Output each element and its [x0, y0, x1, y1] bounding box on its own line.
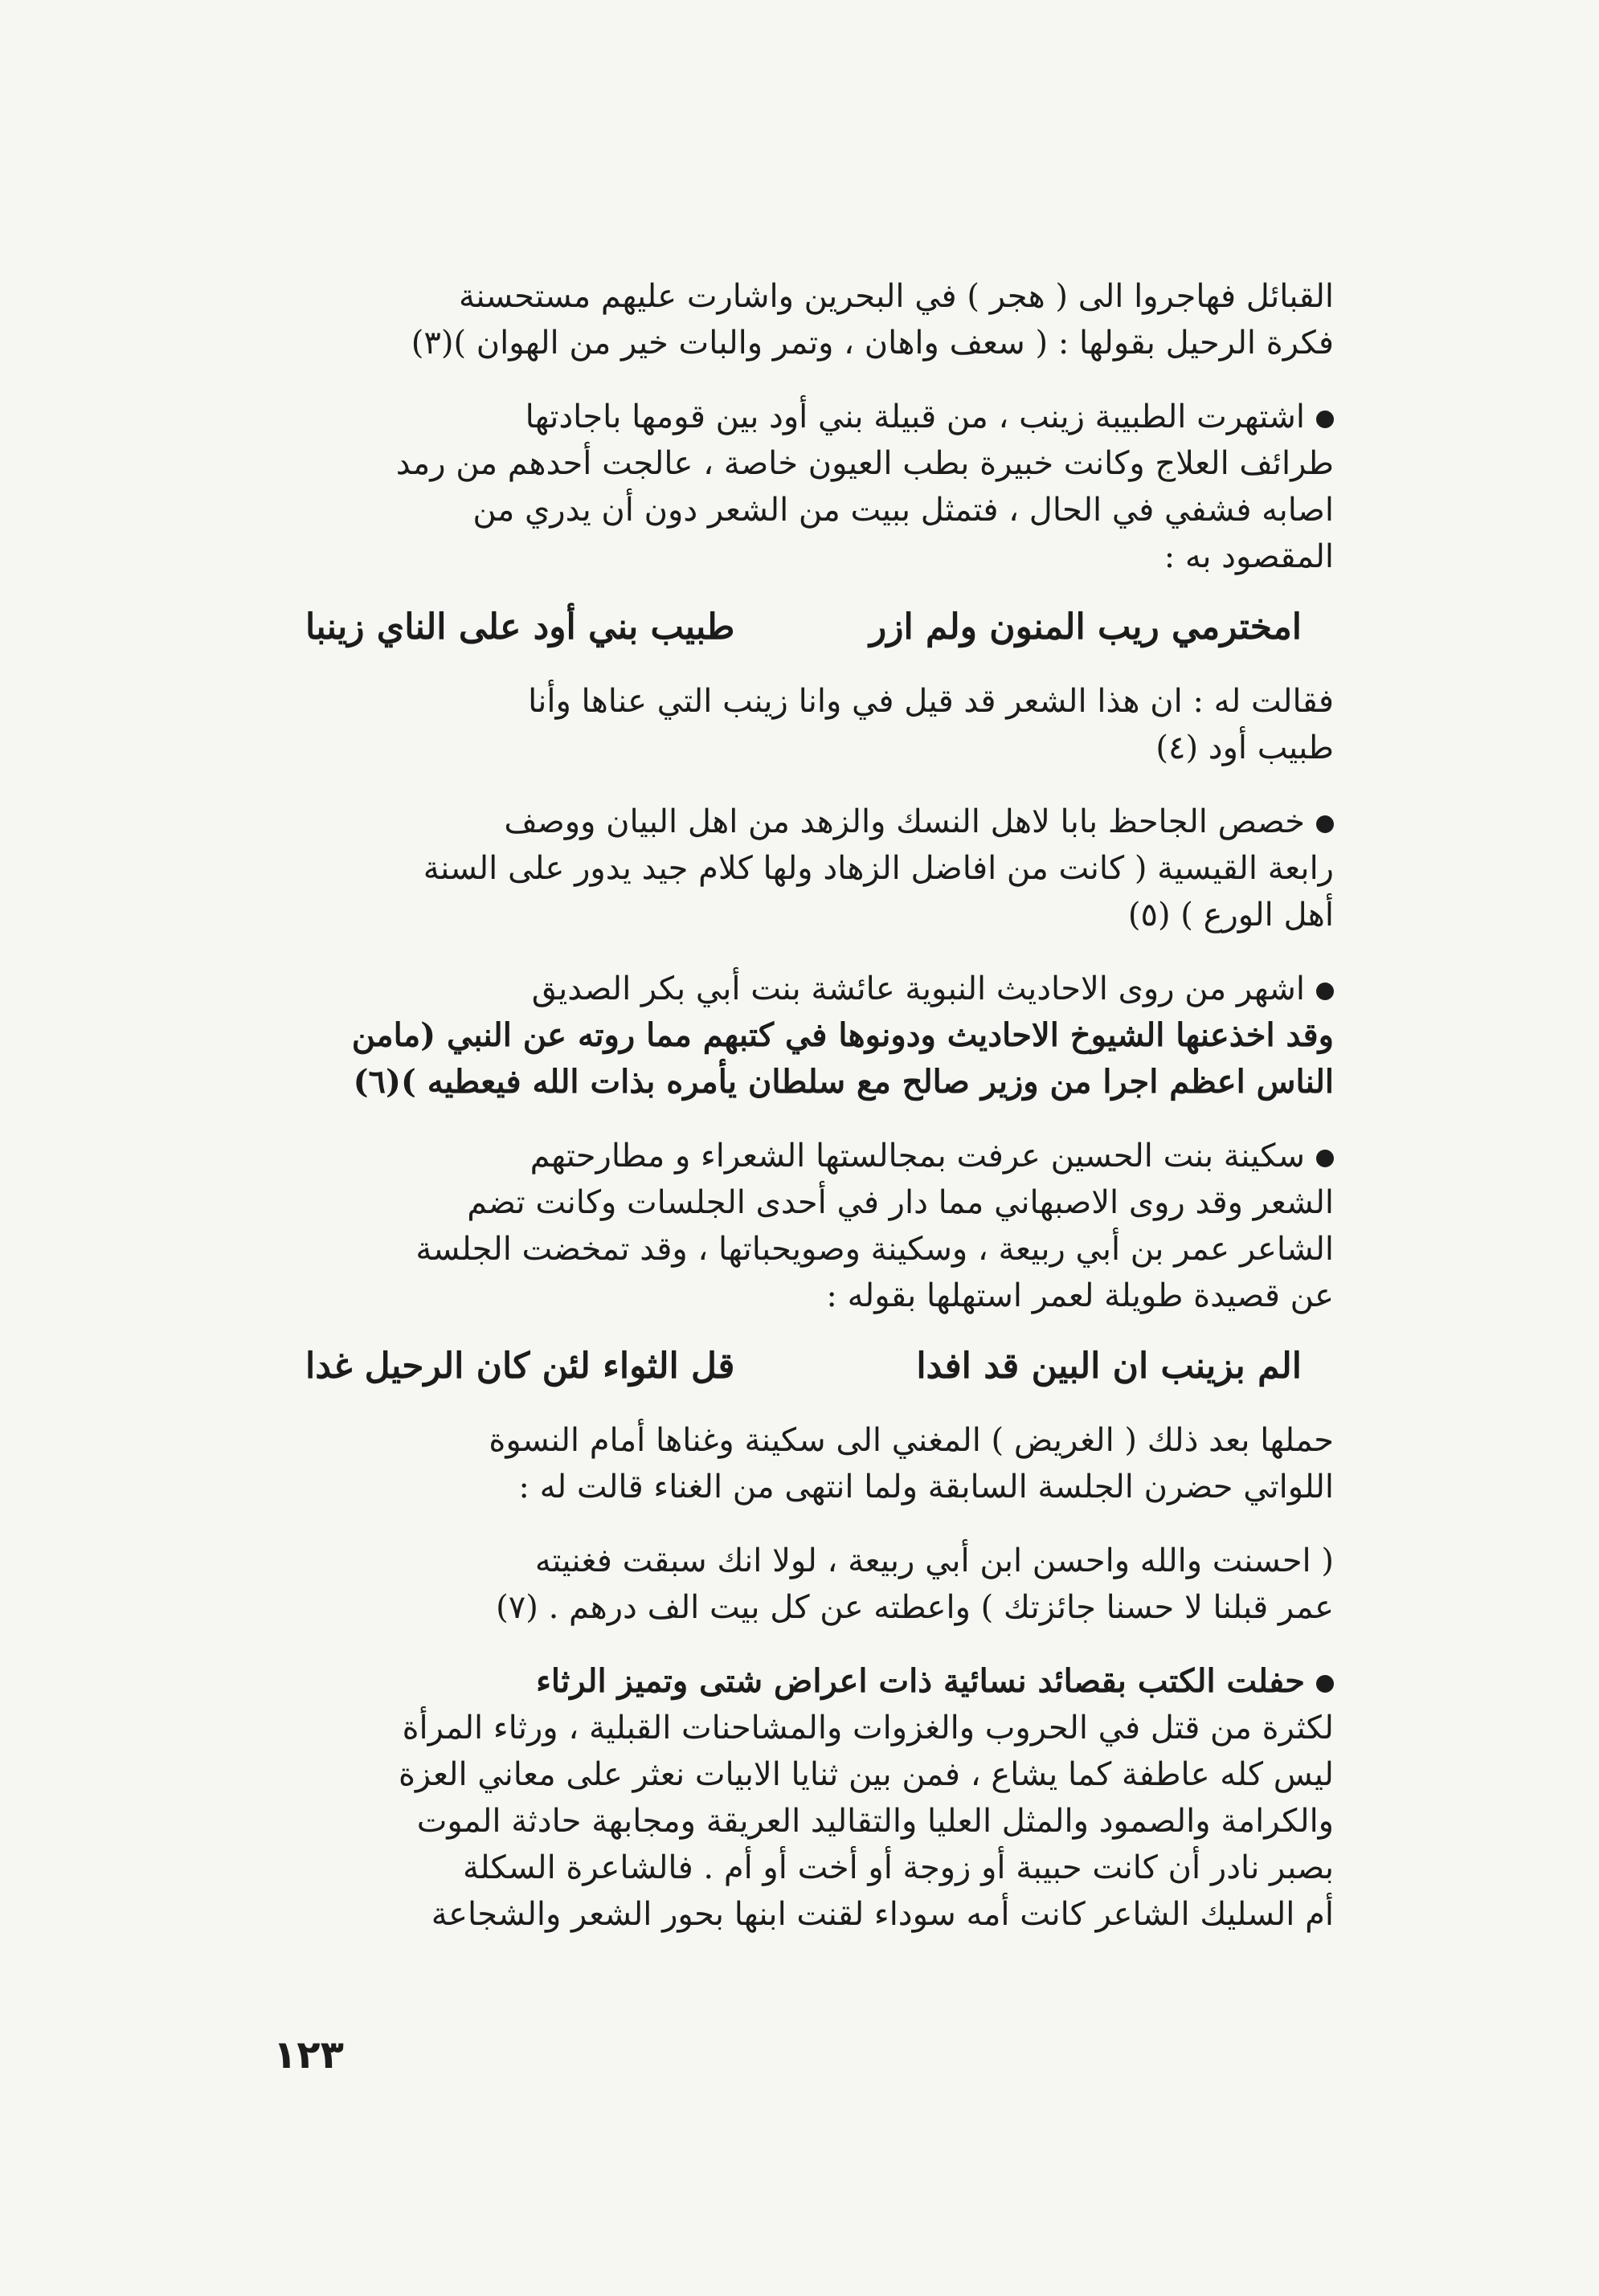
verse-2 — [305, 1342, 1302, 1391]
text-line: فقالت له : ان هذا الشعر قد قيل في وانا زينب التي عناها وأنا — [528, 683, 1334, 720]
paragraph-reply — [273, 678, 1334, 771]
verse-first-hemistich: امخترمي ريب المنون ولم ازر — [869, 607, 1302, 648]
text-line: طبيب أود (٤) — [1155, 729, 1334, 766]
text-line: القبائل فهاجروا الى ( هجر ) في البحرين واشارت عليهم مستحسنة — [458, 278, 1334, 315]
text-line: فكرة الرحيل بقولها : ( سعف واهان ، وتمر والبات خير من الهوان )(٣) — [411, 325, 1334, 362]
text-line: عمر قبلنا لا حسنا جائزتك ) واعطته عن كل بيت الف درهم . (٧) — [496, 1589, 1334, 1626]
text-line: طرائف العلاج وكانت خبيرة بطب العيون خاصة ، عالجت أحدهم من رمد — [395, 445, 1334, 482]
text-line: لكثرة من قتل في الحروب والغزوات والمشاحنات القبلية ، ورثاء المرأة — [402, 1710, 1334, 1747]
page-number: ١٢٣ — [273, 2032, 344, 2077]
text-line: المقصود به : — [1163, 538, 1334, 575]
paragraph-gharid — [273, 1417, 1334, 1510]
text-segment: اشهر من روى الاحاديث النبوية عائشة بنت أبي بكر الصديق — [531, 970, 1305, 1007]
text-line: أم السليك الشاعر كانت أمه سوداء لقنت ابنها بحور الشعر والشجاعة — [431, 1896, 1334, 1933]
text-line: رابعة القيسية ( كانت من افاضل الزهاد ولها كلام جيد يدور على السنة — [423, 850, 1334, 887]
text-line — [273, 966, 1334, 1012]
paragraph-intro — [273, 273, 1334, 366]
paragraph-zaynab — [273, 394, 1334, 580]
text-line: الشعر وقد روى الاصبهاني مما دار في أحدى الجلسات وكانت تضم — [467, 1184, 1334, 1221]
text-line: الشاعر عمر بن أبي ربيعة ، وسكينة وصويحباتها ، وقد تمخضت الجلسة — [415, 1231, 1334, 1268]
text-line: حملها بعد ذلك ( الغريض ) المغني الى سكينة وغناها أمام النسوة — [489, 1422, 1334, 1459]
text-line: أهل الورع ) (٥) — [1127, 897, 1334, 934]
text-line — [273, 394, 1334, 440]
text-line: ليس كله عاطفة كما يشاع ، فمن بين ثنايا الابيات نعثر على معاني العزة — [398, 1756, 1334, 1793]
text-segment: حفلت الكتب بقصائد نسائية ذات اعراض شتى وتميز الرثاء — [536, 1662, 1305, 1700]
verse-first-hemistich: الم بزينب ان البين قد افدا — [916, 1346, 1302, 1387]
paragraph-elegy — [273, 1658, 1334, 1938]
text-line: الناس اعظم اجرا من وزير صالح مع سلطان يأمره بذات الله فيعطيه )(٦) — [353, 1063, 1334, 1101]
text-line: اللواتي حضرن الجلسة السابقة ولما انتهى من الغناء قالت له : — [518, 1469, 1334, 1505]
text-segment: سكينة بنت الحسين عرفت بمجالستها الشعراء و مطارحتهم — [530, 1138, 1305, 1175]
bullet-icon — [1316, 1675, 1334, 1693]
bullet-icon — [1316, 815, 1334, 833]
page-body — [273, 273, 1334, 1965]
text-line: اصابه فشفي في الحال ، فتمثل ببيت من الشعر دون أن يدري من — [472, 492, 1334, 529]
text-line: والكرامة والصمود والمثل العليا والتقاليد العريقة ومجابهة حادثة الموت — [416, 1803, 1334, 1840]
paragraph-sukayna — [273, 1133, 1334, 1319]
paragraph-quote — [273, 1538, 1334, 1631]
text-segment: خصص الجاحظ بابا لاهل النسك والزهد من اهل البيان ووصف — [504, 803, 1305, 840]
bullet-icon — [1316, 1150, 1334, 1167]
text-segment: اشتهرت الطبيبة زينب ، من قبيلة بني أود بين قومها باجادتها — [525, 398, 1305, 435]
text-line — [273, 1658, 1334, 1705]
text-line: وقد اخذعنها الشيوخ الاحاديث ودونوها في كتبهم مما روته عن النبي (مامن — [351, 1016, 1334, 1054]
text-line: بصبر نادر أن كانت حبيبة أو زوجة أو أخت أو أم . فالشاعرة السكلة — [462, 1849, 1334, 1886]
text-line: ( احسنت والله واحسن ابن أبي ربيعة ، لولا انك سبقت فغنيته — [534, 1542, 1334, 1579]
text-line — [273, 799, 1334, 845]
text-line — [273, 1133, 1334, 1179]
verse-second-hemistich: قل الثواء لئن كان الرحيل غدا — [305, 1346, 735, 1387]
paragraph-aisha — [273, 966, 1334, 1105]
text-line: عن قصيدة طويلة لعمر استهلها بقوله : — [826, 1277, 1334, 1314]
bullet-icon — [1316, 983, 1334, 1000]
verse-1 — [305, 603, 1302, 652]
paragraph-jahiz — [273, 799, 1334, 938]
bullet-icon — [1316, 411, 1334, 428]
verse-second-hemistich: طبيب بني أود على الناي زينبا — [305, 607, 735, 648]
